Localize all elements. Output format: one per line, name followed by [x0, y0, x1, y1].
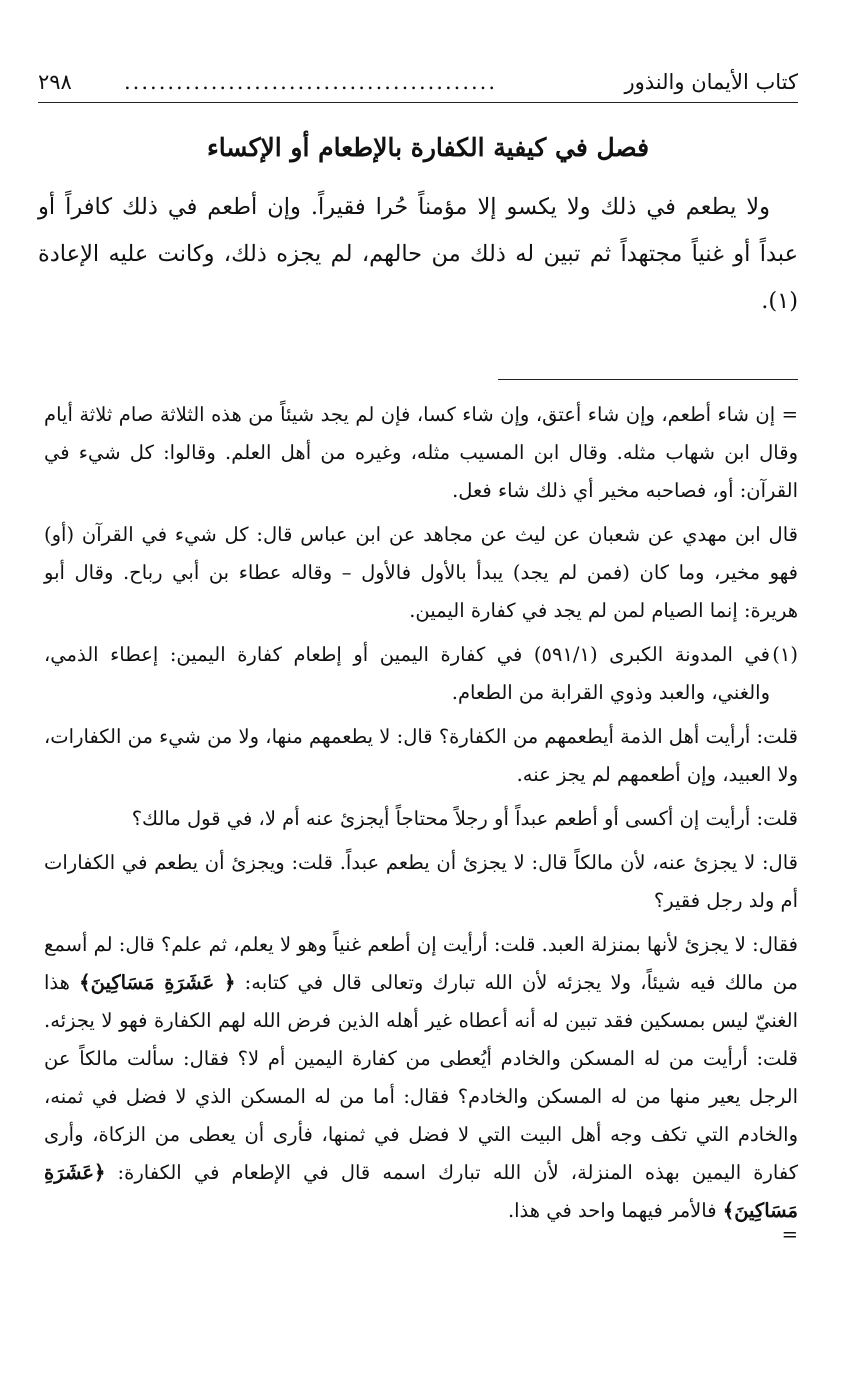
- footnote-1-intro: في المدونة الكبرى (٥٩١/١) في كفارة اليمين أو إطعام كفارة اليمين: إعطاء الذمي، والغني، والعبد وذوي القرابة من الطعام.: [44, 643, 770, 704]
- footnote-divider: [498, 379, 798, 380]
- book-title: كتاب الأيمان والنذور: [624, 70, 798, 94]
- footnote-1-answer-3: [44, 926, 798, 1230]
- quran-reference-1: ﴿ عَشَرَةِ مَسَاكِينَ﴾: [79, 971, 236, 994]
- footnotes: [44, 396, 798, 1246]
- footnote-continued-2: قال ابن مهدي عن شعبان عن ليث عن مجاهد عن ابن عباس قال: كل شيء في القرآن (أو) فهو مخير، وما كان (فمن لم يجد) يبدأ بالأول فالأول – وقاله عطاء بن أبي رباح. وقال أبو هريرة: إنما الصيام لمن لم يجد في كفارة اليمين.: [44, 523, 798, 622]
- footnote-1-answer-3-part-2: هذا الغنيّ ليس بمسكين فقد تبين له أنه أعطاه غير أهله الذين فرض الله لهم الكفارة فهو لا يجزئه. قلت: أرأيت من له المسكن والخادم أيُعطى من كفارة اليمين أم لا؟ فقال: سألت مالكاً عن الرجل يعير منها من له المسكن والخادم؟ فقال: أما من له المسكن الذي لا فضل في ثمنه، والخادم التي تكف وجه أهل البيت التي لا فضل في ثمنها، فأرى أن يعطى من الزكاة، وأرى كفارة اليمين بهذه المنزلة، لأن الله تبارك اسمه قال في الإطعام في الكفارة:: [44, 971, 798, 1184]
- footnote-1-answer-3-part-3: فالأمر فيهما واحد في هذا.: [507, 1199, 723, 1222]
- main-text: [38, 184, 798, 325]
- footnote-1-answer-3-part-1: فقال: لا يجزئ لأنها بمنزلة العبد. قلت: أرأيت إن أطعم غنياً وهو لا يعلم، ثم علم؟ قال: لم أسمع من مالك فيه شيئاً، ولا يجزئه لأن الله تبارك وتعالى قال في كتابه:: [44, 933, 799, 994]
- leader-dots: ...........................................: [124, 70, 498, 94]
- footnote-1-marker: (١): [772, 643, 798, 666]
- footnote-1-question-2: قلت: أرأيت إن أكسى أو أطعم عبداً أو رجلاً محتاجاً أيجزئ عنه أم لا، في قول مالك؟: [131, 807, 798, 830]
- footnote-continued-1: = إن شاء أطعم، وإن شاء أعتق، وإن شاء كسا، فإن لم يجد شيئاً من هذه الثلاثة صام ثلاثة أيام وقال ابن شهاب مثله. وقال ابن المسيب مثله، وغيره من أهل العلم. وقالوا: كل شيء في القرآن: أو، فصاحبه مخير أي ذلك شاء فعل.: [44, 403, 798, 502]
- footnote-1-answer-2: قال: لا يجزئ عنه، لأن مالكاً قال: لا يجزئ أن يطعم عبداً. قلت: ويجزئ أن يطعم في الكفارات أم ولد رجل فقير؟: [44, 851, 798, 912]
- footnote-1-question-1: قلت: أرأيت أهل الذمة أيطعمهم من الكفارة؟ قال: لا يطعمهم منها، ولا من شيء من الكفارات، ولا العبيد، وإن أطعمهم لم يجز عنه.: [44, 725, 798, 786]
- page-number: ٢٩٨: [38, 70, 72, 94]
- quran-reference-2: ﴿عَشَرَةِ مَسَاكِينَ﴾: [44, 1161, 798, 1222]
- continuation-mark: =: [781, 1223, 798, 1246]
- main-paragraph: ولا يطعم في ذلك ولا يكسو إلا مؤمناً حُرا فقيراً. وإن أطعم في ذلك كافراً أو عبداً أو غنياً مجتهداً ثم تبين له ذلك من حالهم، لم يجزه ذلك، وكانت عليه الإعادة (١).: [38, 194, 798, 314]
- running-header: [38, 62, 798, 103]
- chapter-heading: فصل في كيفية الكفارة بالإطعام أو الإكساء: [206, 133, 650, 162]
- footnote-1: [44, 636, 798, 712]
